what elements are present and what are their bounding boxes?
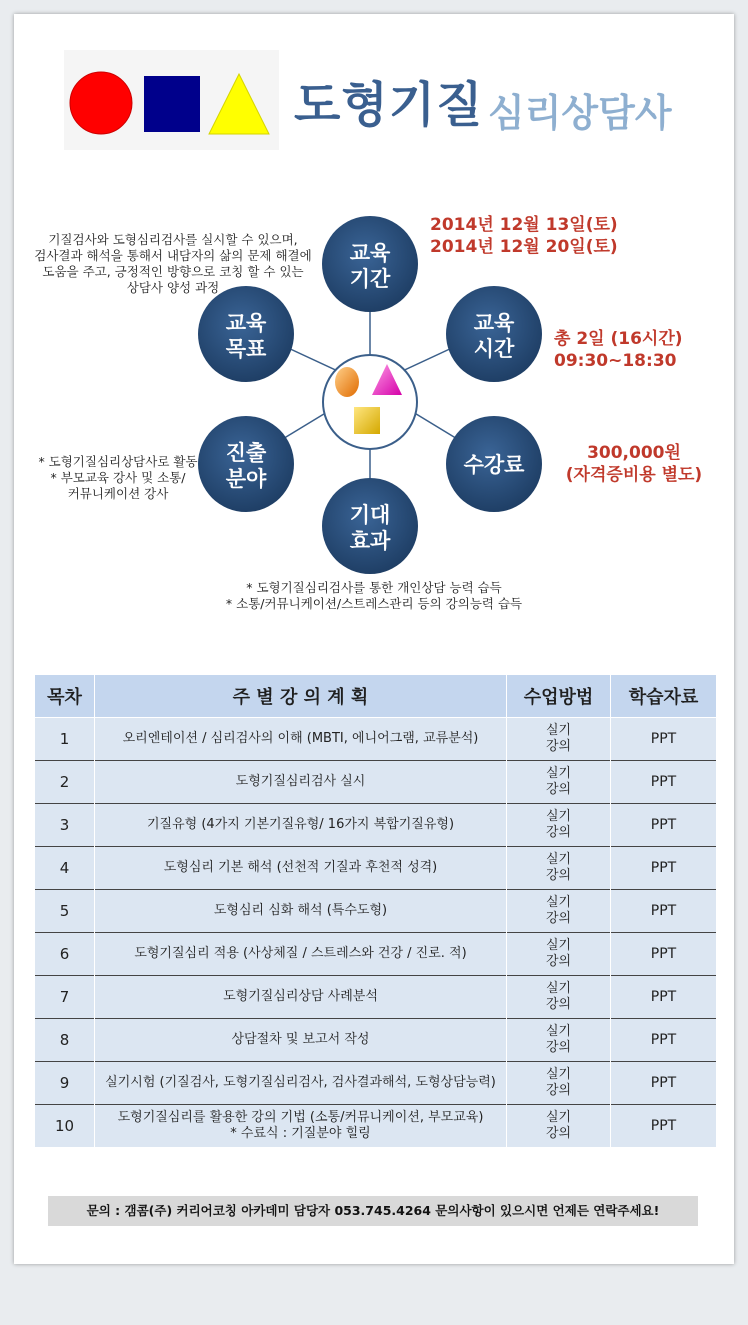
table-row — [35, 1105, 717, 1148]
row-plan — [95, 890, 507, 933]
row-plan — [95, 804, 507, 847]
career-line: * 부모교육 강사 및 소통/ — [50, 470, 186, 485]
fee-line: 300,000원 — [587, 443, 681, 463]
row-plan-text: 기질유형 (4가지 기본기질유형/ 16가지 복합기질유형) — [146, 817, 455, 832]
row-num: 10 — [35, 1105, 95, 1148]
career-line: * 도형기질심리상담사로 활동 — [38, 454, 198, 469]
row-method — [507, 890, 611, 933]
row-method-line: 강의 — [545, 954, 572, 969]
header-index: 목차 — [35, 675, 95, 718]
header-plan: 주 별 강 의 계 획 — [95, 675, 507, 718]
node-effect-line2: 효과 — [349, 529, 391, 553]
row-num: 7 — [35, 976, 95, 1019]
node-period-line2: 기간 — [349, 267, 391, 291]
row-material: PPT — [611, 804, 717, 847]
row-plan — [95, 933, 507, 976]
table-row — [35, 1019, 717, 1062]
row-plan — [95, 761, 507, 804]
goal-line: 도움을 주고, 긍정적인 방향으로 코칭 할 수 있는 — [42, 264, 304, 279]
effect-line: * 도형기질심리검사를 통한 개인상담 능력 습득 — [246, 580, 502, 595]
row-method-line: 실기 — [545, 981, 572, 996]
table-row — [35, 718, 717, 761]
goal-line: 기질검사와 도형심리검사를 실시할 수 있으며, — [48, 232, 298, 247]
header-material: 학습자료 — [611, 675, 717, 718]
career-line: 커뮤니케이션 강사 — [67, 486, 169, 501]
table-row — [35, 847, 717, 890]
row-method — [507, 1019, 611, 1062]
row-method-line: 강의 — [545, 868, 572, 883]
row-method — [507, 976, 611, 1019]
curriculum-table — [34, 674, 717, 1147]
row-material: PPT — [611, 890, 717, 933]
node-effect-line1: 기대 — [349, 503, 391, 527]
row-method-line: 실기 — [545, 895, 572, 910]
node-goal-line2: 목표 — [225, 337, 267, 361]
node-career — [198, 416, 294, 512]
effect-description — [204, 580, 544, 612]
row-method — [507, 761, 611, 804]
node-fee — [446, 416, 542, 512]
node-hours — [446, 286, 542, 382]
row-method-line: 강의 — [545, 997, 572, 1012]
table-row — [35, 890, 717, 933]
row-method — [507, 718, 611, 761]
row-plan — [95, 976, 507, 1019]
node-fee-label: 수강료 — [463, 453, 525, 477]
row-plan-text: 도형기질심리 적용 (사상체질 / 스트레스와 건강 / 진로. 적) — [134, 946, 467, 961]
hours-line: 09:30~18:30 — [554, 351, 677, 371]
hours-line: 총 2일 (16시간) — [554, 329, 683, 349]
page — [14, 14, 734, 1264]
row-plan-text: 도형기질심리를 활용한 강의 기법 (소통/커뮤니케이션, 부모교육) — [117, 1110, 484, 1125]
row-method-line: 강의 — [545, 1083, 572, 1098]
period-dates — [430, 214, 618, 258]
row-method — [507, 1105, 611, 1148]
table-row — [35, 976, 717, 1019]
row-material: PPT — [611, 976, 717, 1019]
node-career-line1: 진출 — [225, 441, 267, 465]
row-method-line: 강의 — [545, 739, 572, 754]
row-material: PPT — [611, 1019, 717, 1062]
row-method-line: 실기 — [545, 852, 572, 867]
row-material: PPT — [611, 1062, 717, 1105]
row-method — [507, 1062, 611, 1105]
row-method-line: 실기 — [545, 766, 572, 781]
node-period-line1: 교육 — [349, 241, 391, 265]
row-material: PPT — [611, 933, 717, 976]
table-row — [35, 1062, 717, 1105]
row-plan — [95, 1019, 507, 1062]
row-num: 1 — [35, 718, 95, 761]
node-hours-line2: 시간 — [473, 337, 515, 361]
period-date-line: 2014년 12월 20일(토) — [430, 237, 618, 257]
period-date-line: 2014년 12월 13일(토) — [430, 215, 618, 235]
row-plan — [95, 718, 507, 761]
orange-egg-icon — [335, 367, 359, 397]
row-plan — [95, 847, 507, 890]
row-plan-text: 도형심리 심화 해석 (특수도형) — [213, 903, 388, 918]
effect-line: * 소통/커뮤니케이션/스트레스관리 등의 강의능력 습득 — [225, 596, 523, 611]
row-num: 8 — [35, 1019, 95, 1062]
row-method-line: 실기 — [545, 1110, 572, 1125]
row-method — [507, 804, 611, 847]
table-header-row — [35, 675, 717, 718]
row-plan-text: 상담절차 및 보고서 작성 — [231, 1032, 370, 1047]
fee-info — [554, 442, 714, 486]
node-goal — [198, 286, 294, 382]
career-description — [28, 454, 208, 502]
row-method-line: 실기 — [545, 1024, 572, 1039]
row-method-line: 실기 — [545, 723, 572, 738]
node-hours-line1: 교육 — [473, 311, 515, 335]
row-num: 9 — [35, 1062, 95, 1105]
yellow-square-icon — [354, 407, 380, 434]
row-material: PPT — [611, 718, 717, 761]
row-material: PPT — [611, 761, 717, 804]
row-num: 2 — [35, 761, 95, 804]
row-num: 6 — [35, 933, 95, 976]
row-method-line: 강의 — [545, 1126, 572, 1141]
row-method-line: 강의 — [545, 911, 572, 926]
table-row — [35, 933, 717, 976]
row-plan-text: 실기시험 (기질검사, 도형기질심리검사, 검사결과해석, 도형상담능력) — [105, 1075, 496, 1090]
row-plan-text: 도형심리 기본 해석 (선천적 기질과 후천적 성격) — [163, 860, 438, 875]
row-method-line: 실기 — [545, 938, 572, 953]
row-plan-text: 도형기질심리검사 실시 — [235, 774, 366, 789]
goal-line: 검사결과 해석을 통해서 내담자의 삶의 문제 해결에 — [34, 248, 312, 263]
row-plan — [95, 1062, 507, 1105]
contact-footer: 문의 : 갬콤(주) 커리어코칭 아카데미 담당자 053.745.4264 문의사항이 있으시면 언제든 연락주세요! — [48, 1196, 698, 1226]
row-num: 5 — [35, 890, 95, 933]
node-goal-line1: 교육 — [225, 311, 267, 335]
header-method: 수업방법 — [507, 675, 611, 718]
goal-description — [28, 232, 318, 296]
row-plan-subtext: * 수료식 : 기질분야 힐링 — [230, 1126, 371, 1141]
node-effect — [322, 478, 418, 574]
fee-line: (자격증비용 별도) — [565, 465, 703, 485]
row-plan — [95, 1105, 507, 1148]
table-row — [35, 761, 717, 804]
row-material: PPT — [611, 1105, 717, 1148]
node-career-line2: 분야 — [225, 467, 267, 491]
page-title: 도형기질 — [294, 77, 484, 133]
row-method-line: 실기 — [545, 809, 572, 824]
row-method-line: 실기 — [545, 1067, 572, 1082]
row-method-line: 강의 — [545, 782, 572, 797]
goal-line: 상담사 양성 과정 — [126, 280, 220, 295]
row-method — [507, 933, 611, 976]
row-num: 3 — [35, 804, 95, 847]
node-period — [322, 216, 418, 312]
row-material: PPT — [611, 847, 717, 890]
row-plan-text: 오리엔테이션 / 심리검사의 이해 (MBTI, 에니어그램, 교류분석) — [122, 731, 479, 746]
page-subtitle: 심리상담사 — [488, 91, 672, 135]
row-method-line: 강의 — [545, 1040, 572, 1055]
row-num: 4 — [35, 847, 95, 890]
row-method — [507, 847, 611, 890]
hours-info — [554, 328, 683, 372]
center-circle — [323, 355, 417, 449]
table-row — [35, 804, 717, 847]
row-plan-text: 도형기질심리상담 사례분석 — [223, 989, 378, 1004]
row-method-line: 강의 — [545, 825, 572, 840]
